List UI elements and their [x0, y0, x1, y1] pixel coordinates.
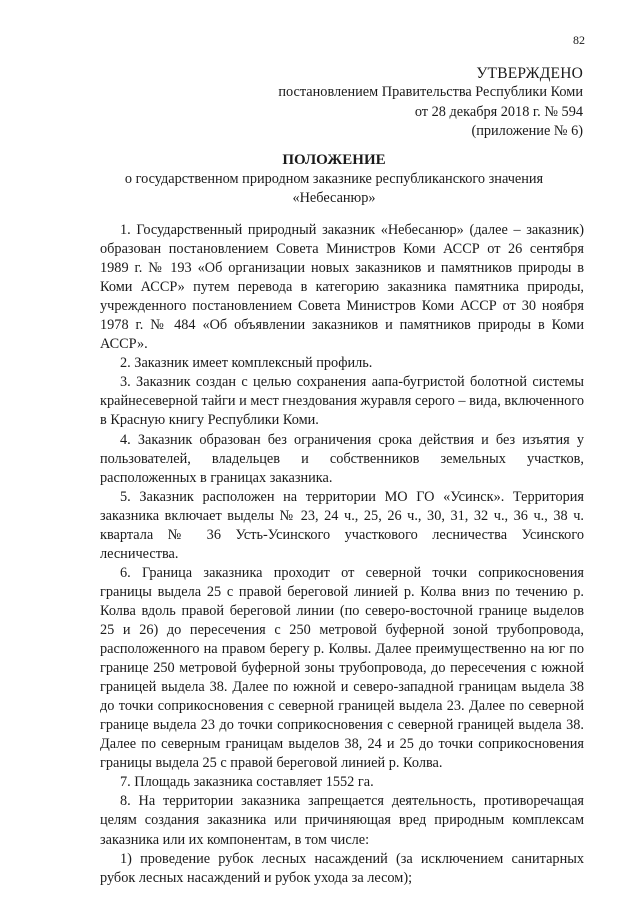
- approval-block: [278, 64, 583, 142]
- document-heading: [100, 151, 568, 208]
- approval-line-2: от 28 декабря 2018 г. № 594: [414, 103, 583, 120]
- document-title: ПОЛОЖЕНИЕ: [282, 152, 386, 168]
- page-number: 82: [573, 33, 585, 47]
- paragraph-5: 5. Заказник расположен на территории МО ГО «Усинск». Территория заказника включает выделы № 23, 24 ч., 25, 26 ч., 30, 31, 32 ч., 36 ч., 38 ч. квартала № 36 Усть-Усинского участкового лесничества Усинского лесничества.: [100, 488, 584, 562]
- document-body: [100, 221, 584, 888]
- document-subtitle-line-1: о государственном природном заказнике республиканского значения: [124, 171, 544, 187]
- paragraph-1: 1. Государственный природный заказник «Небесанюр» (далее – заказник) образован постановлением Совета Министров Коми АССР от 26 сентября 1989 г. № 193 «Об организации новых заказников и памятников природы в Коми АССР» путем перевода в категорию заказника памятника природы, учрежденного постановлением Совета Министров Коми АССР от 30 ноября 1978 г. № 484 «Об объявлении заказников и памятников природы в Коми АССР».: [100, 222, 584, 353]
- paragraph-8-item-1: 1) проведение рубок лесных насаждений (за исключением санитарных рубок лесных насаждений и рубок ухода за лесом);: [100, 850, 584, 886]
- paragraph-4: 4. Заказник образован без ограничения срока действия и без изъятия у пользователей, владельцев и собственников земельных участков, расположенных в границах заказника.: [100, 431, 584, 486]
- paragraph-2: 2. Заказник имеет комплексный профиль.: [120, 355, 373, 372]
- paragraph-6: 6. Граница заказника проходит от северной точки соприкосновения границы выдела 25 с правой береговой линией р. Колва вниз по течению р. Колва вдоль правой береговой линии (по северо-восточной границе выделов 25 и 26) до пересечения с 250 метровой буферной зоной трубопровода, расположенного на правом берегу р. Колвы. Далее преимущественно на юг по границе 250 метровой буферной зоны трубопровода, до пересечения с южной границей выдела 38. Далее по южной и северо-западной границам выдела 38 до точки соприкосновения с северной границей выдела 23. Далее по северной границе выдела 23 до точки соприкосновения с северной границей выдела 38. Далее по северным границам выделов 38, 24 и 25 до точки соприкосновения границы выдела 25 с правой береговой линией р. Колва.: [100, 564, 584, 772]
- approval-line-1: постановлением Правительства Республики Коми: [278, 84, 583, 101]
- paragraph-8: 8. На территории заказника запрещается деятельность, противоречащая целям создания заказника или причиняющая вред природным комплексам заказника или их компонентам, в том числе:: [100, 793, 584, 848]
- paragraph-7: 7. Площадь заказника составляет 1552 га.: [120, 774, 374, 791]
- approval-line-3: (приложение № 6): [471, 123, 583, 140]
- paragraph-3: 3. Заказник создан с целью сохранения аапа-бугристой болотной системы крайнесеверной тайги и мест гнездования журавля серого – вида, включенного в Красную книгу Республики Коми.: [100, 374, 584, 429]
- document-subtitle-line-2: «Небесанюр»: [292, 190, 376, 206]
- approval-stamp: УТВЕРЖДЕНО: [476, 65, 583, 82]
